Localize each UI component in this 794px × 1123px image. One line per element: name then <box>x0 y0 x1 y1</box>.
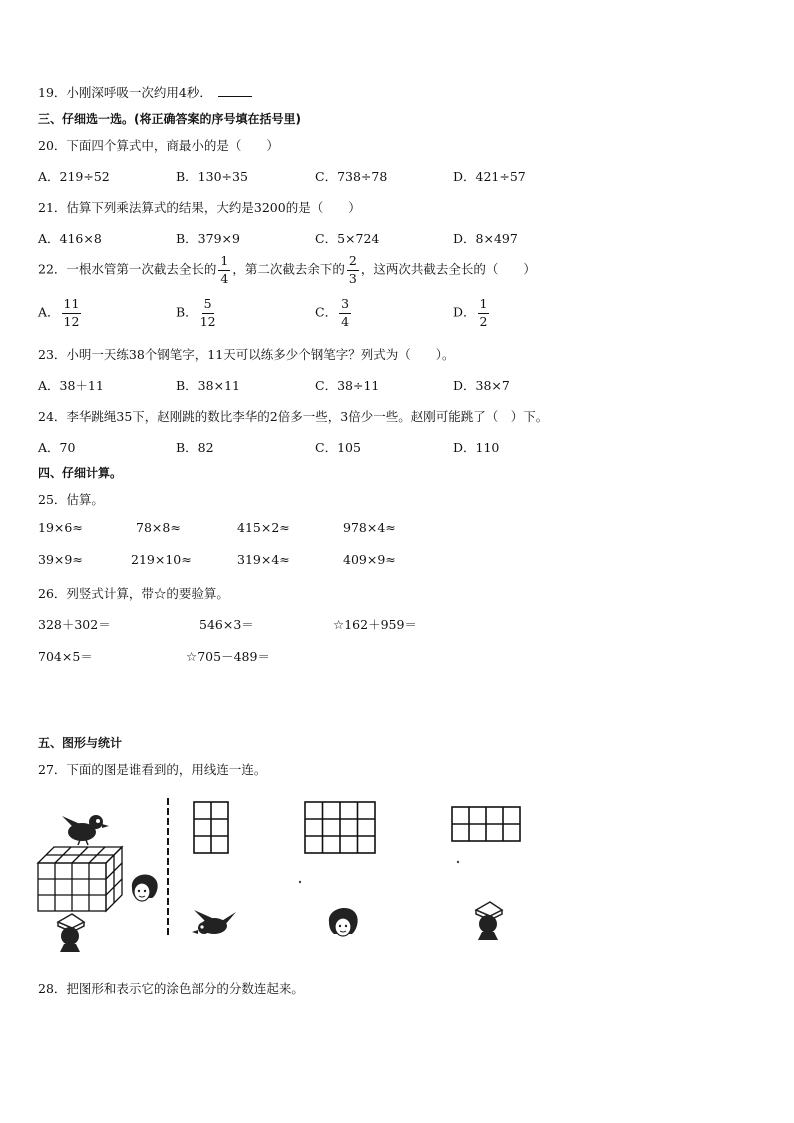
question-27-text: 27．下面的图是谁看到的，用线连一连。 <box>38 762 267 777</box>
option-d <box>453 298 491 328</box>
fraction <box>339 298 351 328</box>
option-b: B．38×11 <box>176 378 240 393</box>
numerator: 1 <box>478 298 490 314</box>
question-22 <box>38 255 536 285</box>
estimate-item: 978×4≈ <box>343 520 396 535</box>
question-19 <box>38 83 252 101</box>
option-c <box>315 298 353 328</box>
cube-stack-figure <box>36 845 126 915</box>
denominator: 12 <box>199 313 216 329</box>
boy-icon <box>470 900 506 944</box>
vertical-calc-item: ☆162＋959＝ <box>333 617 417 632</box>
option-b: B．130÷35 <box>176 169 248 184</box>
boy-icon <box>52 912 88 956</box>
option-b <box>176 298 218 328</box>
dot-mark <box>298 880 302 884</box>
bird-icon <box>60 812 110 846</box>
dashed-divider <box>165 798 171 938</box>
option-a <box>38 298 83 328</box>
option-c: C．5×724 <box>315 231 380 246</box>
option-a: A．38＋11 <box>38 378 104 393</box>
estimate-item: 319×4≈ <box>237 552 290 567</box>
estimate-item: 78×8≈ <box>136 520 181 535</box>
section-4-title: 四、仔细计算。 <box>38 466 123 480</box>
bird-icon <box>190 908 240 942</box>
fraction <box>200 298 216 328</box>
numerator: 2 <box>347 255 359 271</box>
numerator: 5 <box>202 298 214 314</box>
view-grid-4x3 <box>304 801 376 854</box>
numerator: 3 <box>339 298 351 314</box>
question-19-text: 19．小刚深呼吸一次约用4秒． <box>38 85 212 100</box>
denominator: 4 <box>220 270 229 286</box>
denominator: 3 <box>348 270 357 286</box>
question-23-text: 23．小明一天练38个钢笔字，11天可以练多少个钢笔字？列式为（ ）。 <box>38 347 455 362</box>
option-c: C．38÷11 <box>315 378 380 393</box>
option-c: C．105 <box>315 440 361 455</box>
vertical-calc-item: ☆705－489＝ <box>186 649 270 664</box>
girl-icon <box>128 870 160 906</box>
denominator: 4 <box>341 313 350 329</box>
option-d: D．110 <box>453 440 500 455</box>
estimate-item: 409×9≈ <box>343 552 396 567</box>
fraction <box>347 255 359 285</box>
girl-icon <box>326 904 360 942</box>
fraction <box>62 298 82 328</box>
view-grid-2x3 <box>193 801 229 854</box>
option-d: D．38×7 <box>453 378 510 393</box>
numerator: 1 <box>218 255 230 271</box>
question-21-text: 21．估算下列乘法算式的结果，大约是3200的是（ ） <box>38 200 361 215</box>
numerator: 11 <box>62 298 82 314</box>
estimate-item: 19×6≈ <box>38 520 83 535</box>
option-b: B．82 <box>176 440 214 455</box>
option-d: D．421÷57 <box>453 169 526 184</box>
fraction <box>478 298 490 328</box>
section-5-title: 五、图形与统计 <box>38 736 123 750</box>
option-a: A．219÷52 <box>38 169 110 184</box>
vertical-calc-item: 546×3＝ <box>199 617 254 632</box>
section-3-title: 三、仔细选一选。(将正确答案的序号填在括号里) <box>38 112 301 126</box>
question-25-text: 25．估算。 <box>38 492 104 507</box>
view-grid-4x2 <box>451 806 521 842</box>
option-label: D． <box>453 304 476 320</box>
option-a: A．416×8 <box>38 231 102 246</box>
estimate-item: 39×9≈ <box>38 552 83 567</box>
fraction <box>218 255 230 285</box>
option-a: A．70 <box>38 440 76 455</box>
vertical-calc-item: 328＋302＝ <box>38 617 111 632</box>
denominator: 2 <box>479 313 488 329</box>
estimate-item: 219×10≈ <box>131 552 192 567</box>
option-label: B． <box>176 304 198 320</box>
vertical-calc-item: 704×5＝ <box>38 649 93 664</box>
question-28-text: 28．把图形和表示它的涂色部分的分数连起来。 <box>38 981 304 996</box>
estimate-item: 415×2≈ <box>237 520 290 535</box>
question-22-part2: ，第二次截去余下的 <box>232 261 345 277</box>
option-b: B．379×9 <box>176 231 240 246</box>
option-c: C．738÷78 <box>315 169 388 184</box>
question-26-text: 26．列竖式计算，带☆的要验算。 <box>38 586 229 601</box>
question-24-text: 24．李华跳绳35下，赵刚跳的数比李华的2倍多一些，3倍少一些。赵刚可能跳了（ ）下。 <box>38 409 549 424</box>
answer-blank[interactable] <box>218 86 252 97</box>
option-label: A． <box>38 304 60 320</box>
option-d: D．8×497 <box>453 231 518 246</box>
option-label: C． <box>315 304 338 320</box>
question-22-part3: ，这两次共截去全长的（ ） <box>360 261 536 277</box>
question-22-part1: 22．一根水管第一次截去全长的 <box>38 261 217 277</box>
question-20-text: 20．下面四个算式中，商最小的是（ ） <box>38 138 279 153</box>
dot-mark <box>456 860 460 864</box>
denominator: 12 <box>63 313 80 329</box>
